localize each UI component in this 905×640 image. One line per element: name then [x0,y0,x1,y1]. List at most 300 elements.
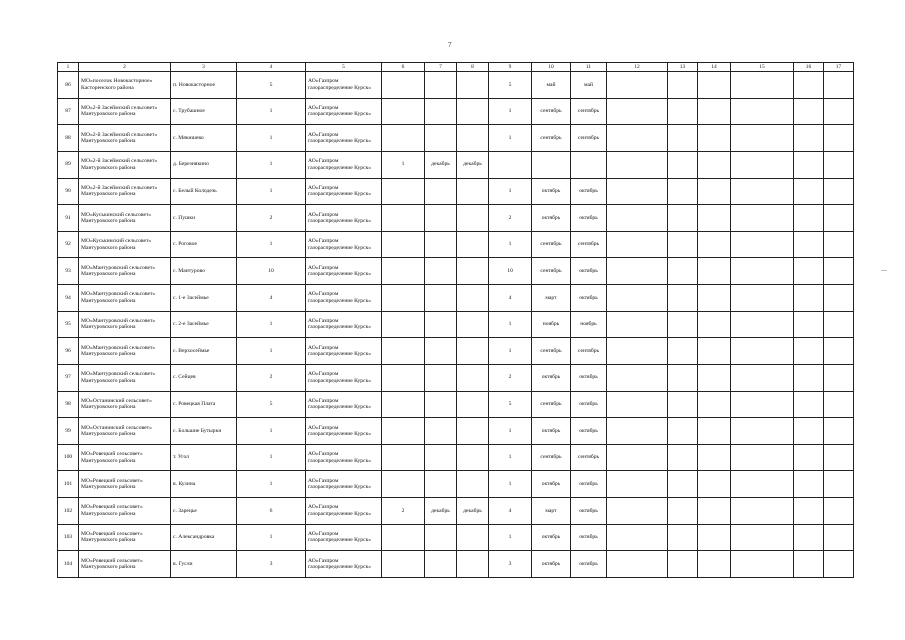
table-cell-col-12 [607,72,668,99]
table-cell-col-8 [457,338,489,365]
table-cell-col-17 [824,551,854,578]
column-header-7: 7 [425,63,457,72]
table-cell-col-16 [794,151,824,178]
table-cell-col-15 [731,391,794,418]
header-row [58,63,854,72]
table-cell-col-6 [382,551,425,578]
table-cell-col-14 [698,151,731,178]
table-cell-col-2: МО«Ровецкий сельсовет» Мантуровского района [79,444,171,471]
table-cell-col-8: декабрь [457,498,489,525]
table-cell-col-14 [698,231,731,258]
table-cell-col-12 [607,551,668,578]
table-cell-col-7 [425,311,457,338]
table-cell-col-8 [457,125,489,152]
table-cell-col-8 [457,178,489,205]
table-cell-col-2: МО«Мантуровский сельсовет» Мантуровского района [79,285,171,312]
table-cell-col-6 [382,471,425,498]
table-cell-col-3: с. Большие Бутырки [171,418,237,445]
column-header-8: 8 [457,63,489,72]
table-cell-col-3: д. Березнякино [171,151,237,178]
table-cell-col-7 [425,72,457,99]
table-cell-col-5: АО«Газпром газораспределение Курск» [306,178,382,205]
table-cell-col-3: с. Александровка [171,524,237,551]
table-cell-col-11: сентябрь [571,444,607,471]
table-cell-col-7 [425,205,457,232]
table-cell-col-1: 89 [58,151,79,178]
table-cell-col-7 [425,471,457,498]
table-cell-col-12 [607,178,668,205]
table-cell-col-13 [668,311,698,338]
table-cell-col-4: 1 [237,231,306,258]
table-cell-col-5: АО«Газпром газораспределение Курск» [306,231,382,258]
table-cell-col-15 [731,72,794,99]
table-cell-col-4: 5 [237,72,306,99]
table-cell-col-14 [698,285,731,312]
table-cell-col-1: 101 [58,471,79,498]
table-cell-col-13 [668,205,698,232]
column-header-10: 10 [532,63,571,72]
column-header-2: 2 [79,63,171,72]
table-cell-col-4: 3 [237,551,306,578]
table-cell-col-5: АО«Газпром газораспределение Курск» [306,125,382,152]
table-cell-col-16 [794,551,824,578]
table-cell-col-13 [668,98,698,125]
table-cell-col-10: октябрь [532,551,571,578]
table-cell-col-7 [425,391,457,418]
table-cell-col-11: октябрь [571,498,607,525]
table-cell-col-16 [794,338,824,365]
table-cell-col-5: АО«Газпром газораспределение Курск» [306,258,382,285]
table-cell-col-3: с. 1-е Засеймье [171,285,237,312]
table-cell-col-15 [731,338,794,365]
table-cell-col-14 [698,418,731,445]
table-cell-col-6 [382,311,425,338]
table-cell-col-10: октябрь [532,205,571,232]
table-cell-col-11: ноябрь [571,311,607,338]
table-row [58,151,854,178]
table-cell-col-10: сентябрь [532,125,571,152]
table-cell-col-9: 5 [489,391,532,418]
table-cell-col-9: 1 [489,471,532,498]
table-cell-col-4: 2 [237,205,306,232]
table-cell-col-13 [668,364,698,391]
table-cell-col-16 [794,311,824,338]
table-row [58,444,854,471]
table-cell-col-3: с. Роговое [171,231,237,258]
table-cell-col-12 [607,444,668,471]
table-cell-col-15 [731,364,794,391]
table-cell-col-3: с. Пушки [171,205,237,232]
table-cell-col-16 [794,498,824,525]
table-cell-col-2: МО«2-й Засеймский сельсовет» Мантуровского района [79,98,171,125]
table-cell-col-17 [824,391,854,418]
table-cell-col-1: 96 [58,338,79,365]
table-cell-col-14 [698,391,731,418]
table-cell-col-17 [824,98,854,125]
table-cell-col-16 [794,418,824,445]
table-cell-col-11: сентябрь [571,98,607,125]
table-cell-col-4: 1 [237,444,306,471]
table-cell-col-13 [668,391,698,418]
table-cell-col-3: с. Зарецье [171,498,237,525]
table-cell-col-8 [457,258,489,285]
table-cell-col-8: декабрь [457,151,489,178]
table-cell-col-4: 1 [237,418,306,445]
table-cell-col-6: 2 [382,498,425,525]
table-cell-col-17 [824,231,854,258]
table-cell-col-3: с. Трубашное [171,98,237,125]
table-cell-col-8 [457,444,489,471]
table-cell-col-13 [668,178,698,205]
table-cell-col-12 [607,205,668,232]
table-cell-col-11: октябрь [571,364,607,391]
table-row [58,391,854,418]
table-cell-col-6 [382,258,425,285]
table-cell-col-7 [425,444,457,471]
table-cell-col-14 [698,498,731,525]
table-row [58,72,854,99]
table-cell-col-9: 1 [489,338,532,365]
table-cell-col-14 [698,551,731,578]
table-cell-col-6 [382,391,425,418]
table-row [58,178,854,205]
table-cell-col-9: 1 [489,178,532,205]
table-cell-col-2: МО«поселок Новокасторное» Касторенского района [79,72,171,99]
table-cell-col-14 [698,524,731,551]
table-cell-col-5: АО«Газпром газораспределение Курск» [306,551,382,578]
table-cell-col-13 [668,151,698,178]
table-cell-col-13 [668,125,698,152]
table-cell-col-14 [698,444,731,471]
table-cell-col-14 [698,258,731,285]
table-row [58,524,854,551]
table-cell-col-2: МО«Куськинский сельсовет» Мантуровского района [79,231,171,258]
table-cell-col-11: октябрь [571,471,607,498]
table-cell-col-4: 5 [237,391,306,418]
column-header-16: 16 [794,63,824,72]
table-cell-col-11 [571,151,607,178]
table-cell-col-15 [731,205,794,232]
table-cell-col-10: октябрь [532,364,571,391]
table-row [58,205,854,232]
table-cell-col-8 [457,524,489,551]
table-cell-col-15 [731,231,794,258]
table-cell-col-6 [382,364,425,391]
table-cell-col-16 [794,471,824,498]
table-cell-col-9: 4 [489,285,532,312]
table-cell-col-10: май [532,72,571,99]
table-cell-col-13 [668,418,698,445]
table-cell-col-2: МО«Ровецкий сельсовет» Мантуровского района [79,524,171,551]
table-cell-col-3: с. Верхосеймье [171,338,237,365]
table-cell-col-9: 2 [489,364,532,391]
table-cell-col-4: 1 [237,338,306,365]
table-cell-col-11: октябрь [571,285,607,312]
table-cell-col-6 [382,338,425,365]
table-cell-col-17 [824,178,854,205]
table-cell-col-16 [794,258,824,285]
table-cell-col-2: МО«Останинский сельсовет» Мантуровского района [79,418,171,445]
table-cell-col-7 [425,364,457,391]
table-cell-col-15 [731,444,794,471]
column-header-1: 1 [58,63,79,72]
table-cell-col-5: АО«Газпром газораспределение Курск» [306,444,382,471]
table-cell-col-9: 1 [489,311,532,338]
table-cell-col-12 [607,311,668,338]
table-cell-col-3: с. 2-е Засеймье [171,311,237,338]
table-cell-col-3: в. Кузина [171,471,237,498]
table-cell-col-10: март [532,285,571,312]
table-cell-col-16 [794,205,824,232]
table-cell-col-15 [731,125,794,152]
table-cell-col-5: АО«Газпром газораспределение Курск» [306,205,382,232]
table-cell-col-2: МО«Мантуровский сельсовет» Мантуровского района [79,258,171,285]
table-cell-col-10: октябрь [532,524,571,551]
table-cell-col-3: т. Угол [171,444,237,471]
table-cell-col-6 [382,418,425,445]
table-cell-col-17 [824,364,854,391]
table-cell-col-3: с. Мякишево [171,125,237,152]
table-cell-col-11: октябрь [571,178,607,205]
table-row [58,98,854,125]
table-cell-col-8 [457,418,489,445]
table-cell-col-2: МО«2-й Засеймский сельсовет» Мантуровского района [79,125,171,152]
table-cell-col-9: 1 [489,418,532,445]
table-cell-col-1: 100 [58,444,79,471]
table-cell-col-14 [698,338,731,365]
table-cell-col-11: октябрь [571,205,607,232]
table-cell-col-9: 5 [489,72,532,99]
table-cell-col-12 [607,498,668,525]
table-cell-col-16 [794,98,824,125]
table-cell-col-10 [532,151,571,178]
table-cell-col-6 [382,125,425,152]
table-cell-col-12 [607,98,668,125]
table-cell-col-12 [607,231,668,258]
table-cell-col-2: МО«2-й Засеймский сельсовет» Мантуровского района [79,151,171,178]
table-cell-col-14 [698,471,731,498]
table-cell-col-9: 4 [489,498,532,525]
table-cell-col-12 [607,418,668,445]
table-row [58,364,854,391]
table-cell-col-5: АО«Газпром газораспределение Курск» [306,72,382,99]
table-cell-col-9: 1 [489,231,532,258]
table-cell-col-3: с. Сейцев [171,364,237,391]
table-cell-col-2: МО«Мантуровский сельсовет» Мантуровского района [79,364,171,391]
table-cell-col-15 [731,311,794,338]
table-cell-col-13 [668,498,698,525]
table-cell-col-5: АО«Газпром газораспределение Курск» [306,418,382,445]
scan-margin-mark [881,270,887,271]
column-header-5: 5 [306,63,382,72]
table-cell-col-16 [794,72,824,99]
table-cell-col-4: 1 [237,524,306,551]
table-cell-col-17 [824,151,854,178]
table-cell-col-13 [668,551,698,578]
table-cell-col-1: 92 [58,231,79,258]
table-cell-col-1: 97 [58,364,79,391]
table-cell-col-1: 95 [58,311,79,338]
table-cell-col-1: 86 [58,72,79,99]
table-cell-col-11: май [571,72,607,99]
table-cell-col-11: сентябрь [571,125,607,152]
table-cell-col-2: МО«Ровецкий сельсовет» Мантуровского района [79,551,171,578]
table-cell-col-10: март [532,498,571,525]
table-cell-col-11: сентябрь [571,338,607,365]
table-cell-col-1: 90 [58,178,79,205]
table-cell-col-8 [457,551,489,578]
table-cell-col-5: АО«Газпром газораспределение Курск» [306,98,382,125]
table-cell-col-16 [794,444,824,471]
table-row [58,125,854,152]
table-cell-col-2: МО«Мантуровский сельсовет» Мантуровского района [79,338,171,365]
table-cell-col-16 [794,178,824,205]
table-cell-col-3: п. Новокасторное [171,72,237,99]
table-cell-col-17 [824,125,854,152]
table-cell-col-7 [425,98,457,125]
table-cell-col-4: 1 [237,125,306,152]
table-cell-col-5: АО«Газпром газораспределение Курск» [306,471,382,498]
table-cell-col-9: 1 [489,125,532,152]
table-cell-col-15 [731,418,794,445]
table-cell-col-6 [382,231,425,258]
table-cell-col-12 [607,471,668,498]
table-cell-col-15 [731,471,794,498]
page-number: 7 [448,41,452,49]
table-cell-col-13 [668,72,698,99]
table-cell-col-13 [668,285,698,312]
table-cell-col-14 [698,205,731,232]
table-cell-col-3: с. Ровецкая Плата [171,391,237,418]
table-cell-col-6 [382,444,425,471]
table-cell-col-15 [731,258,794,285]
table-cell-col-11: октябрь [571,258,607,285]
table-cell-col-14 [698,72,731,99]
table-cell-col-4: 1 [237,178,306,205]
table-cell-col-17 [824,72,854,99]
table-cell-col-1: 98 [58,391,79,418]
table-row [58,231,854,258]
table-cell-col-1: 94 [58,285,79,312]
table-cell-col-16 [794,364,824,391]
table-cell-col-17 [824,338,854,365]
table-cell-col-17 [824,285,854,312]
column-header-9: 9 [489,63,532,72]
table-cell-col-6 [382,205,425,232]
table-cell-col-10: сентябрь [532,98,571,125]
table-row [58,285,854,312]
table-row [58,471,854,498]
table-cell-col-12 [607,125,668,152]
table-cell-col-4: 2 [237,364,306,391]
table-cell-col-10: ноябрь [532,311,571,338]
table-cell-col-12 [607,364,668,391]
table-cell-col-6 [382,524,425,551]
table-cell-col-10: сентябрь [532,444,571,471]
table-cell-col-8 [457,285,489,312]
column-header-4: 4 [237,63,306,72]
column-header-13: 13 [668,63,698,72]
table-cell-col-7 [425,231,457,258]
table-cell-col-12 [607,391,668,418]
table-cell-col-10: октябрь [532,471,571,498]
table-cell-col-8 [457,471,489,498]
table-cell-col-16 [794,285,824,312]
table-cell-col-8 [457,231,489,258]
table-cell-col-9 [489,151,532,178]
table-cell-col-1: 88 [58,125,79,152]
table-cell-col-4: 10 [237,258,306,285]
table-cell-col-17 [824,524,854,551]
table-cell-col-6 [382,178,425,205]
table-row [58,418,854,445]
table-cell-col-16 [794,391,824,418]
table-cell-col-17 [824,205,854,232]
column-header-14: 14 [698,63,731,72]
table-row [58,338,854,365]
table-cell-col-13 [668,444,698,471]
table-cell-col-5: АО«Газпром газораспределение Курск» [306,338,382,365]
table-cell-col-5: АО«Газпром газораспределение Курск» [306,391,382,418]
table-cell-col-8 [457,72,489,99]
table-body [58,72,854,578]
table-cell-col-4: 4 [237,285,306,312]
table-cell-col-11: октябрь [571,418,607,445]
table-cell-col-11: октябрь [571,391,607,418]
table-cell-col-6 [382,98,425,125]
table-cell-col-4: 1 [237,311,306,338]
table-cell-col-5: АО«Газпром газораспределение Курск» [306,498,382,525]
table-row [58,311,854,338]
table-cell-col-15 [731,98,794,125]
table-cell-col-3: в. Гусли [171,551,237,578]
table-cell-col-17 [824,258,854,285]
gasification-schedule-table [57,62,854,578]
table-row [58,258,854,285]
table-cell-col-5: АО«Газпром газораспределение Курск» [306,151,382,178]
table-cell-col-14 [698,98,731,125]
table-cell-col-5: АО«Газпром газораспределение Курск» [306,311,382,338]
table-cell-col-7 [425,338,457,365]
table-cell-col-15 [731,285,794,312]
table-cell-col-1: 87 [58,98,79,125]
table-cell-col-9: 1 [489,524,532,551]
table-cell-col-4: 1 [237,151,306,178]
column-header-11: 11 [571,63,607,72]
table-cell-col-9: 1 [489,444,532,471]
table-cell-col-16 [794,524,824,551]
table-cell-col-2: МО«Мантуровский сельсовет» Мантуровского района [79,311,171,338]
table-cell-col-2: МО«Останинский сельсовет» Мантуровского района [79,391,171,418]
table-cell-col-9: 2 [489,205,532,232]
table-cell-col-16 [794,231,824,258]
table-cell-col-1: 103 [58,524,79,551]
table-cell-col-12 [607,258,668,285]
table-cell-col-11: октябрь [571,524,607,551]
table-cell-col-15 [731,498,794,525]
table-cell-col-15 [731,551,794,578]
table-cell-col-2: МО«Ровецкий сельсовет» Мантуровского района [79,471,171,498]
table-cell-col-1: 102 [58,498,79,525]
table-cell-col-12 [607,151,668,178]
table-cell-col-4: 6 [237,498,306,525]
table-row [58,498,854,525]
table-cell-col-10: сентябрь [532,231,571,258]
table-cell-col-5: АО«Газпром газораспределение Курск» [306,524,382,551]
table-cell-col-1: 91 [58,205,79,232]
table-cell-col-7: декабрь [425,151,457,178]
table-cell-col-7 [425,178,457,205]
